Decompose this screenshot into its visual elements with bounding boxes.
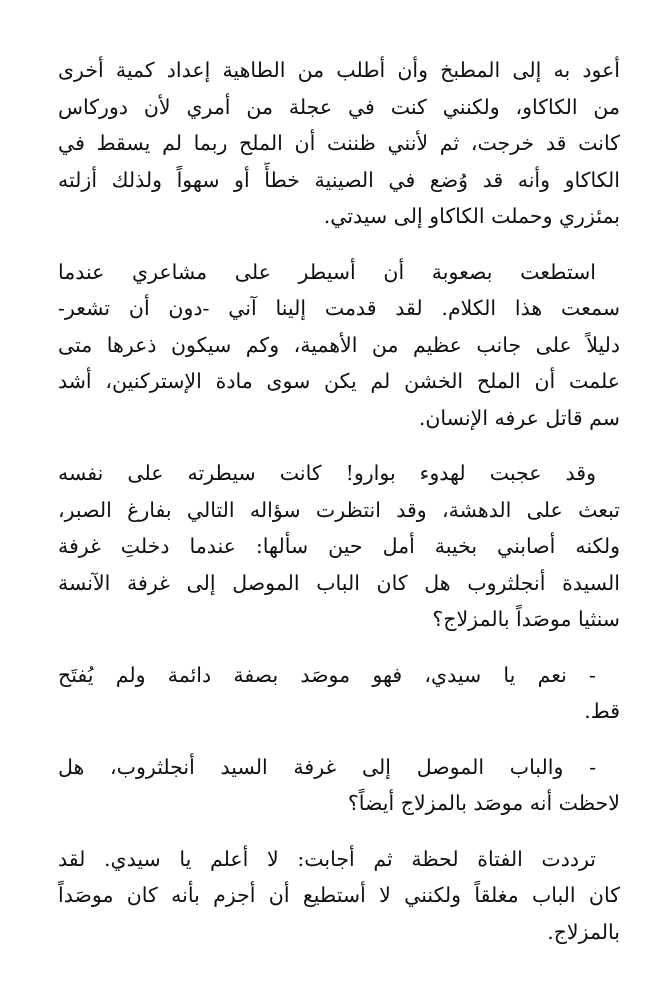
text-line: بمئزري وحملت الكاكاو إلى سيدتي. <box>323 204 620 228</box>
text-line: سمعت هذا الكلام. لقد قدمت إلينا آني -دون أن تشعر- <box>58 296 620 320</box>
text-line: قط. <box>584 699 620 723</box>
book-page <box>58 52 620 969</box>
paragraph <box>58 254 620 437</box>
text-line: علمت أن الملح الخشن لم يكن سوى مادة الإستركنين، أشد <box>58 369 620 393</box>
paragraph <box>58 52 620 235</box>
text-line: دليلاً على جانب عظيم من الأهمية، وكم سيكون ذعرها متى <box>58 332 620 357</box>
paragraph <box>58 749 620 822</box>
text-line: سنثيا موصَداً بالمزلاج؟ <box>432 607 620 631</box>
text-line: السيدة أنجلثروب هل كان الباب الموصل إلى غرفة الآنسة <box>58 570 620 595</box>
text-line: - نعم يا سيدي، فهو موصَد بصفة دائمة ولم يُفتَح <box>58 662 596 687</box>
paragraph <box>58 657 620 730</box>
text-line: ترددت الفتاة لحظة ثم أجابت: لا أعلم يا سيدي. لقد <box>58 846 596 871</box>
text-line: لاحظت أنه موصَد بالمزلاج أيضاً؟ <box>347 791 620 815</box>
text-line: الكاكاو وأنه قد وُضع في الصينية خطأً أو سهواً ولذلك أزلته <box>58 167 620 192</box>
text-line: استطعت بصعوبة أن أسيطر على مشاعري عندما <box>58 259 596 284</box>
text-line: ولكنه أصابني بخيبة أمل حين سألها: عندما دخلتِ غرفة <box>58 534 620 558</box>
paragraph <box>58 841 620 951</box>
text-line: أعود به إلى المطبخ وأن أطلب من الطاهية إعداد كمية أخرى <box>58 58 620 82</box>
text-line: سم قاتل عرفه الإنسان. <box>418 405 620 430</box>
text-line: تبعث على الدهشة، وقد انتظرت سؤاله التالي بفارغ الصبر، <box>58 497 620 522</box>
text-line: بالمزلاج. <box>547 919 620 944</box>
text-line: - والباب الموصل إلى غرفة السيد أنجلثروب، هل <box>58 754 596 779</box>
text-line: من الكاكاو، ولكنني كنت في عجلة من أمري لأن دوركاس <box>58 94 620 119</box>
text-line: وقد عجبت لهدوء بوارو! كانت سيطرته على نفسه <box>58 461 596 485</box>
paragraph <box>58 455 620 638</box>
text-line: كانت قد خرجت، ثم لأنني ظننت أن الملح ربما لم يسقط في <box>58 131 620 155</box>
text-line: كان الباب مغلقاً ولكنني لا أستطيع أن أجزم بأنه كان موصَداً <box>58 883 620 907</box>
